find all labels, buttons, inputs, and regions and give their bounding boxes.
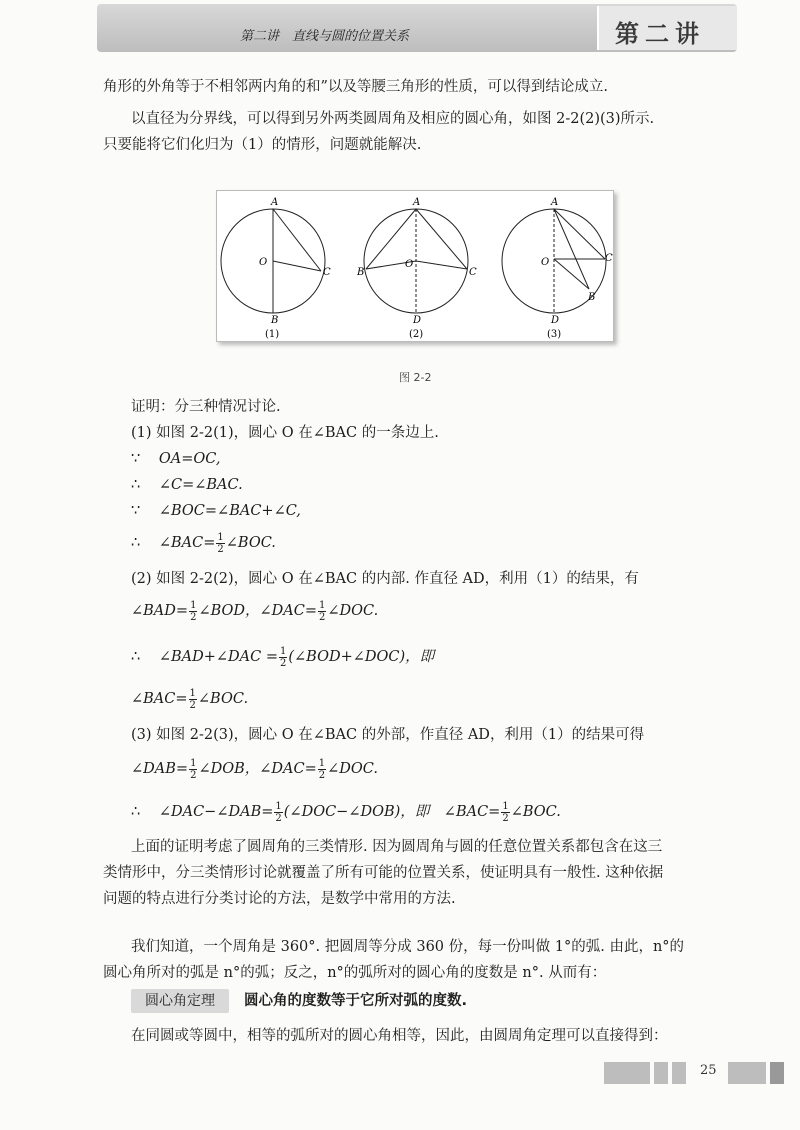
label-d: D [413,315,422,326]
label-c: C [323,267,331,278]
chord-ac [554,209,605,259]
diagram-2 [364,209,468,313]
label-b: B [271,315,279,326]
fraction-half: $\frac{1}{2}$ [190,599,197,623]
footer-bar [654,1062,668,1084]
footer-bar [672,1062,686,1084]
equation-part: ∠BAD= [131,603,189,619]
paragraph-line: 角形的外角等于不相邻两内角的和”以及等腰三角形的性质，可以得到结论成立. [103,79,609,95]
equation-part: ∠DOC. [327,603,379,619]
proof-line [131,799,561,825]
label-a: A [551,197,559,208]
label-o: O [405,259,414,270]
figure-2-2 [216,190,614,342]
equation-part: ∠BOC. [510,804,561,820]
therefore-symbol: ∴ [131,477,141,493]
equation: ∠C=∠BAC. [158,477,243,493]
proof-line [131,598,378,624]
fraction-half: $\frac{1}{2}$ [217,531,224,555]
paragraph-line: 我们知道，一个周角是 360°. 把圆周等分成 360 份，每一份叫做 1°的弧. 由此，n°的 [131,939,685,955]
label-o: O [541,257,550,268]
proof-line [131,498,301,524]
equation-part: (∠BOD+∠DOC)，即 [288,649,435,665]
paragraph-line: 问题的特点进行分类讨论的方法，是数学中常用的方法. [103,891,456,907]
radius-ob [554,259,589,289]
fraction-half: $\frac{1}{2}$ [275,800,282,824]
paragraph-line: 类情形中，分三类情形讨论就覆盖了所有可能的位置关系，使证明具有一般性. 这种依据 [103,865,664,881]
paragraph-line: 只要能将它们化归为（1）的情形，问题就能解决. [103,137,422,153]
equation-part: ∠BOD，∠DAC= [198,603,318,619]
sub-caption-2: (2) [409,329,424,340]
case-3-intro: (3) 如图 2-2(3)，圆心 O 在∠BAC 的外部，作直径 AD，利用（1）的结果可得 [131,727,645,743]
chord-ab [554,209,589,289]
fraction-half: $\frac{1}{2}$ [190,757,197,781]
equation-part: ∠BOC. [197,691,249,707]
label-a: A [413,197,421,208]
paragraph-line: 在同圆或等圆中，相等的弧所对的圆心角相等，因此，由圆周角定理可以直接得到： [131,1028,668,1044]
page-number: 25 [700,1063,717,1078]
paragraph-line: 上面的证明考虑了圆周角的三类情形. 因为圆周角与圆的任意位置关系都包含在这三 [131,839,663,855]
fraction-half: $\frac{1}{2}$ [189,687,196,711]
sub-caption-1: (1) [265,329,280,340]
label-b: B [588,292,596,303]
equation: ∠BOC=∠BAC+∠C, [158,503,301,519]
proof-line [131,644,434,670]
theorem-label: 圆心角定理 [131,989,229,1013]
label-d: D [551,315,560,326]
case-1-intro: (1) 如图 2-2(1)，圆心 O 在∠BAC 的一条边上. [131,425,439,441]
label-c: C [605,253,613,264]
equation-part: ∠BOC. [225,535,276,551]
proof-line [131,472,243,498]
equation-part: ∠BAD+∠DAC = [158,649,278,665]
footer-bar [770,1062,784,1084]
label-c: C [469,267,477,278]
fraction-half: $\frac{1}{2}$ [319,599,326,623]
equation-part: (∠DOC−∠DOB)，即 ∠BAC= [283,804,501,820]
label-b: B [357,267,365,278]
sub-caption-3: (3) [547,329,562,340]
paragraph-line: 以直径为分界线，可以得到另外两类圆周角及相应的圆心角，如图 2-2(2)(3)所示. [131,111,655,127]
therefore-symbol: ∴ [131,649,141,665]
paragraph-line: 圆心角所对的弧是 n°的弧；反之，n°的弧所对的圆心角的度数是 n°. 从而有： [103,965,607,981]
theorem-statement: 圆心角的度数等于它所对弧的度数. [244,993,468,1009]
label-o: O [259,257,268,268]
diagram-1 [221,209,325,313]
proof-heading: 证明：分三种情况讨论. [131,399,281,415]
fraction-half: $\frac{1}{2}$ [280,645,287,669]
proof-line [131,756,378,782]
proof-line [131,446,220,472]
equation-part: ∠DOC. [327,761,378,777]
therefore-symbol: ∴ [131,804,141,820]
case-2-intro: (2) 如图 2-2(2)，圆心 O 在∠BAC 的内部. 作直径 AD，利用（1）的结果，有 [131,571,639,587]
chord-ac [416,209,467,269]
therefore-symbol: ∴ [131,535,141,551]
footer-bar [728,1062,766,1084]
fraction-half: $\frac{1}{2}$ [318,757,326,781]
chapter-title: 第二讲 直线与圆的位置关系 [240,29,410,44]
equation-part: ∠DOB，∠DAC= [198,761,317,777]
fraction-half: $\frac{1}{2}$ [502,800,509,824]
because-symbol: ∵ [131,503,141,519]
label-a: A [271,197,279,208]
equation-part: ∠BAC= [131,691,188,707]
because-symbol: ∵ [131,451,141,467]
chapter-badge-text: 第二讲 [615,20,705,48]
equation-part: ∠BAC= [158,535,216,551]
proof-line [131,686,248,712]
equation: OA=OC, [158,451,221,467]
figure-diagrams [217,191,615,343]
proof-line [131,530,276,556]
chord-ac [273,209,321,271]
equation-part: ∠DAB= [131,761,189,777]
radius-oc [416,261,467,269]
footer-bar [604,1062,650,1084]
equation-part: ∠DAC−∠DAB= [158,804,274,820]
figure-caption: 图 2-2 [399,371,432,384]
